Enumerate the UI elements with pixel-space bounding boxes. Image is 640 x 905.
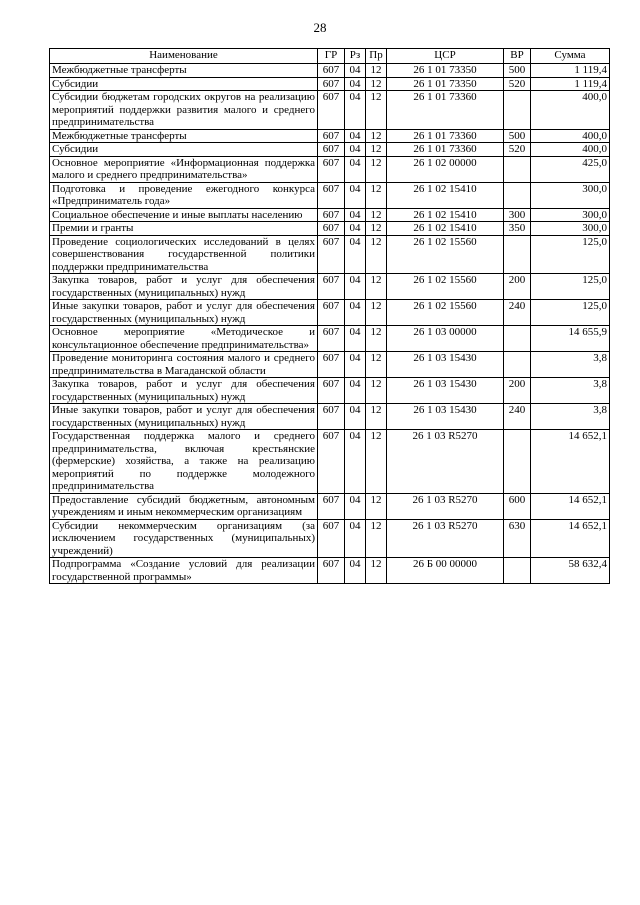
- row-vr-cell: 630: [504, 519, 531, 558]
- budget-table: [49, 48, 610, 584]
- row-csr-cell: 26 1 01 73350: [387, 64, 504, 78]
- row-name-cell: Проведение социологических исследований в целях совершенствования государственной политики поддержки предпринимательства: [50, 235, 318, 274]
- row-pr-cell: 12: [366, 352, 387, 378]
- row-gr-cell: 607: [318, 182, 345, 208]
- row-gr-cell: 607: [318, 352, 345, 378]
- row-csr-cell: 26 1 01 73360: [387, 143, 504, 157]
- row-pr-cell: 12: [366, 235, 387, 274]
- row-csr-cell: 26 1 03 00000: [387, 326, 504, 352]
- table-row: [50, 143, 610, 157]
- row-name-cell: Основное мероприятие «Информационная поддержка малого и среднего предпринимательства»: [50, 156, 318, 182]
- row-rz-cell: 04: [345, 430, 366, 494]
- row-csr-cell: 26 1 01 73350: [387, 77, 504, 91]
- row-pr-cell: 12: [366, 77, 387, 91]
- row-pr-cell: 12: [366, 430, 387, 494]
- row-pr-cell: 12: [366, 91, 387, 130]
- row-sum-cell: 400,0: [531, 143, 610, 157]
- row-rz-cell: 04: [345, 274, 366, 300]
- table-row: [50, 129, 610, 143]
- row-name-cell: Субсидии бюджетам городских округов на реализацию мероприятий поддержки развития малого и среднего предпринимательства: [50, 91, 318, 130]
- row-csr-cell: 26 Б 00 00000: [387, 558, 504, 584]
- row-pr-cell: 12: [366, 519, 387, 558]
- row-vr-cell: 240: [504, 404, 531, 430]
- row-sum-cell: 400,0: [531, 129, 610, 143]
- row-name-cell: Подготовка и проведение ежегодного конкурса «Предприниматель года»: [50, 182, 318, 208]
- row-sum-cell: 300,0: [531, 208, 610, 222]
- row-csr-cell: 26 1 02 15410: [387, 208, 504, 222]
- row-gr-cell: 607: [318, 326, 345, 352]
- row-pr-cell: 12: [366, 182, 387, 208]
- table-header-row: [50, 49, 610, 64]
- row-gr-cell: 607: [318, 64, 345, 78]
- row-sum-cell: 14 655,9: [531, 326, 610, 352]
- row-pr-cell: 12: [366, 222, 387, 236]
- row-name-cell: Иные закупки товаров, работ и услуг для обеспечения государственных (муниципальных) нужд: [50, 300, 318, 326]
- row-sum-cell: 125,0: [531, 274, 610, 300]
- row-rz-cell: 04: [345, 235, 366, 274]
- row-name-cell: Иные закупки товаров, работ и услуг для обеспечения государственных (муниципальных) нужд: [50, 404, 318, 430]
- row-rz-cell: 04: [345, 558, 366, 584]
- row-pr-cell: 12: [366, 378, 387, 404]
- row-gr-cell: 607: [318, 77, 345, 91]
- row-vr-cell: [504, 182, 531, 208]
- table-row: [50, 300, 610, 326]
- row-csr-cell: 26 1 02 00000: [387, 156, 504, 182]
- row-gr-cell: 607: [318, 404, 345, 430]
- row-sum-cell: 3,8: [531, 404, 610, 430]
- row-name-cell: Государственная поддержка малого и среднего предпринимательства, включая крестьянские (фермерские) хозяйства, а также на реализацию мероприятий по поддержке молодежного предпринимательства: [50, 430, 318, 494]
- table-row: [50, 352, 610, 378]
- row-gr-cell: 607: [318, 274, 345, 300]
- row-sum-cell: 125,0: [531, 300, 610, 326]
- row-pr-cell: 12: [366, 274, 387, 300]
- row-sum-cell: 425,0: [531, 156, 610, 182]
- row-gr-cell: 607: [318, 519, 345, 558]
- row-csr-cell: 26 1 03 R5270: [387, 493, 504, 519]
- row-sum-cell: 3,8: [531, 378, 610, 404]
- row-vr-cell: 520: [504, 77, 531, 91]
- table-row: [50, 208, 610, 222]
- row-sum-cell: 58 632,4: [531, 558, 610, 584]
- row-rz-cell: 04: [345, 378, 366, 404]
- row-name-cell: Закупка товаров, работ и услуг для обеспечения государственных (муниципальных) нужд: [50, 274, 318, 300]
- row-gr-cell: 607: [318, 300, 345, 326]
- row-rz-cell: 04: [345, 143, 366, 157]
- row-vr-cell: 500: [504, 129, 531, 143]
- row-pr-cell: 12: [366, 404, 387, 430]
- row-pr-cell: 12: [366, 64, 387, 78]
- row-gr-cell: 607: [318, 156, 345, 182]
- row-pr-cell: 12: [366, 143, 387, 157]
- row-sum-cell: 300,0: [531, 222, 610, 236]
- row-sum-cell: 1 119,4: [531, 64, 610, 78]
- table-row: [50, 156, 610, 182]
- row-rz-cell: 04: [345, 208, 366, 222]
- row-name-cell: Социальное обеспечение и иные выплаты населению: [50, 208, 318, 222]
- row-vr-cell: [504, 91, 531, 130]
- row-rz-cell: 04: [345, 300, 366, 326]
- table-row: [50, 77, 610, 91]
- row-csr-cell: 26 1 02 15560: [387, 274, 504, 300]
- table-row: [50, 493, 610, 519]
- row-gr-cell: 607: [318, 493, 345, 519]
- row-rz-cell: 04: [345, 493, 366, 519]
- header-pr: Пр: [366, 49, 387, 64]
- row-vr-cell: 600: [504, 493, 531, 519]
- row-rz-cell: 04: [345, 326, 366, 352]
- row-csr-cell: 26 1 02 15410: [387, 182, 504, 208]
- row-pr-cell: 12: [366, 493, 387, 519]
- row-rz-cell: 04: [345, 64, 366, 78]
- row-vr-cell: 500: [504, 64, 531, 78]
- header-vr: ВР: [504, 49, 531, 64]
- row-pr-cell: 12: [366, 156, 387, 182]
- row-name-cell: Межбюджетные трансферты: [50, 129, 318, 143]
- row-csr-cell: 26 1 03 R5270: [387, 430, 504, 494]
- row-name-cell: Проведение мониторинга состояния малого и среднего предпринимательства в Магаданской области: [50, 352, 318, 378]
- row-gr-cell: 607: [318, 378, 345, 404]
- page-number: 28: [313, 20, 327, 35]
- row-pr-cell: 12: [366, 300, 387, 326]
- row-name-cell: Субсидии: [50, 77, 318, 91]
- row-pr-cell: 12: [366, 558, 387, 584]
- row-pr-cell: 12: [366, 326, 387, 352]
- row-vr-cell: [504, 430, 531, 494]
- row-vr-cell: 350: [504, 222, 531, 236]
- row-rz-cell: 04: [345, 129, 366, 143]
- row-gr-cell: 607: [318, 222, 345, 236]
- table-row: [50, 274, 610, 300]
- row-sum-cell: 1 119,4: [531, 77, 610, 91]
- row-name-cell: Субсидии некоммерческим организациям (за исключением государственных (муниципальных) учреждений): [50, 519, 318, 558]
- row-vr-cell: 300: [504, 208, 531, 222]
- row-sum-cell: 125,0: [531, 235, 610, 274]
- row-csr-cell: 26 1 02 15560: [387, 235, 504, 274]
- row-gr-cell: 607: [318, 91, 345, 130]
- table-row: [50, 519, 610, 558]
- table-row: [50, 326, 610, 352]
- row-pr-cell: 12: [366, 129, 387, 143]
- header-csr: ЦСР: [387, 49, 504, 64]
- row-csr-cell: 26 1 02 15560: [387, 300, 504, 326]
- row-rz-cell: 04: [345, 352, 366, 378]
- row-vr-cell: [504, 558, 531, 584]
- row-rz-cell: 04: [345, 91, 366, 130]
- row-sum-cell: 14 652,1: [531, 430, 610, 494]
- row-name-cell: Субсидии: [50, 143, 318, 157]
- row-csr-cell: 26 1 02 15410: [387, 222, 504, 236]
- row-csr-cell: 26 1 03 15430: [387, 404, 504, 430]
- table-row: [50, 378, 610, 404]
- table-row: [50, 404, 610, 430]
- row-vr-cell: 200: [504, 378, 531, 404]
- row-vr-cell: [504, 156, 531, 182]
- row-csr-cell: 26 1 01 73360: [387, 91, 504, 130]
- row-rz-cell: 04: [345, 77, 366, 91]
- row-vr-cell: 200: [504, 274, 531, 300]
- row-gr-cell: 607: [318, 143, 345, 157]
- row-name-cell: Закупка товаров, работ и услуг для обеспечения государственных (муниципальных) нужд: [50, 378, 318, 404]
- row-sum-cell: 14 652,1: [531, 493, 610, 519]
- row-gr-cell: 607: [318, 558, 345, 584]
- row-csr-cell: 26 1 03 R5270: [387, 519, 504, 558]
- row-sum-cell: 300,0: [531, 182, 610, 208]
- row-rz-cell: 04: [345, 222, 366, 236]
- header-gr: ГР: [318, 49, 345, 64]
- row-gr-cell: 607: [318, 129, 345, 143]
- row-vr-cell: [504, 352, 531, 378]
- row-vr-cell: 240: [504, 300, 531, 326]
- row-rz-cell: 04: [345, 182, 366, 208]
- table-row: [50, 91, 610, 130]
- row-sum-cell: 3,8: [531, 352, 610, 378]
- table-row: [50, 222, 610, 236]
- row-rz-cell: 04: [345, 404, 366, 430]
- row-pr-cell: 12: [366, 208, 387, 222]
- table-row: [50, 430, 610, 494]
- header-sum: Сумма: [531, 49, 610, 64]
- row-gr-cell: 607: [318, 208, 345, 222]
- row-sum-cell: 14 652,1: [531, 519, 610, 558]
- row-csr-cell: 26 1 01 73360: [387, 129, 504, 143]
- row-gr-cell: 607: [318, 430, 345, 494]
- table-row: [50, 64, 610, 78]
- row-name-cell: Межбюджетные трансферты: [50, 64, 318, 78]
- row-name-cell: Предоставление субсидий бюджетным, автономным учреждениям и иным некоммерческим организациям: [50, 493, 318, 519]
- row-sum-cell: 400,0: [531, 91, 610, 130]
- row-vr-cell: 520: [504, 143, 531, 157]
- row-name-cell: Основное мероприятие «Методическое и консультационное обеспечение предпринимательства»: [50, 326, 318, 352]
- row-name-cell: Премии и гранты: [50, 222, 318, 236]
- row-gr-cell: 607: [318, 235, 345, 274]
- row-vr-cell: [504, 326, 531, 352]
- row-rz-cell: 04: [345, 519, 366, 558]
- table-row: [50, 235, 610, 274]
- row-rz-cell: 04: [345, 156, 366, 182]
- row-csr-cell: 26 1 03 15430: [387, 352, 504, 378]
- header-name: Наименование: [50, 49, 318, 64]
- row-name-cell: Подпрограмма «Создание условий для реализации государственной программы»: [50, 558, 318, 584]
- row-vr-cell: [504, 235, 531, 274]
- table-row: [50, 558, 610, 584]
- header-rz: Рз: [345, 49, 366, 64]
- row-csr-cell: 26 1 03 15430: [387, 378, 504, 404]
- table-row: [50, 182, 610, 208]
